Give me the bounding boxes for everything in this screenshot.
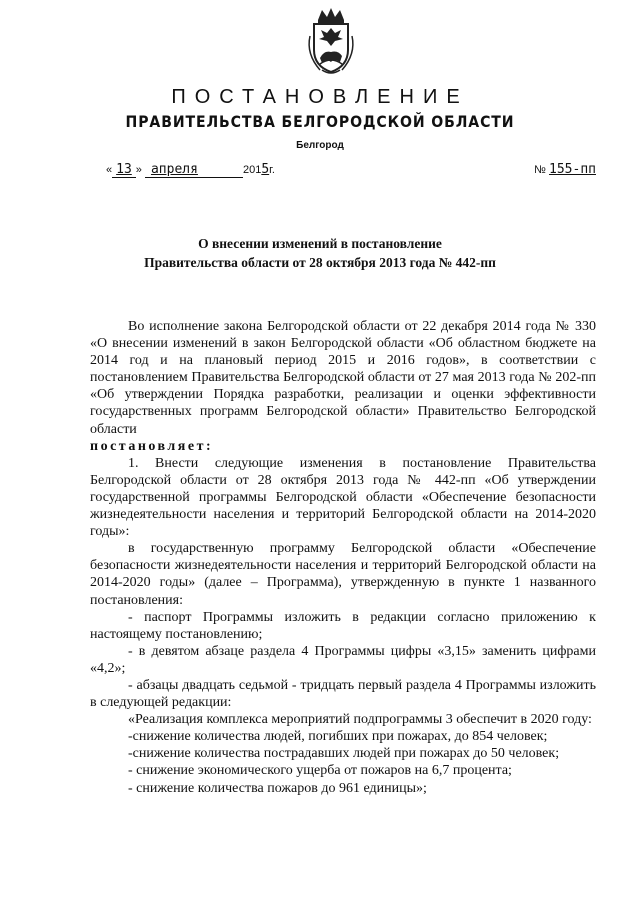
number-value: 155-пп [549,162,596,177]
body-paragraph-2: 1. Внести следующие изменения в постановление Правительства Белгородской области от 28 октября 2013 года № 442-пп «Об утверждении государственной программы Белгородской области «Обеспечение безопасности жизнедеятельности населения и территорий Белгородской области на 2014-2020 годы»: [90,455,596,540]
number-label: № [534,164,546,176]
body-paragraph-11: - снижение количества пожаров до 961 единицы»; [128,780,427,796]
issuer-heading: ПРАВИТЕЛЬСТВА БЕЛГОРОДСКОЙ ОБЛАСТИ [125,112,515,131]
date-month: апреля [145,162,243,178]
body-paragraph-5: - в девятом абзаце раздела 4 Программы цифры «3,15» заменить цифрами «4,2»; [90,643,596,676]
body-paragraph-3: в государственную программу Белгородской области «Обеспечение безопасности жизнедеятельности населения и территорий Белгородской области на 2014-2020 годы» (далее – Программа), утвержденную в пункте 1 названного постановления: [90,541,596,608]
title-line-2: Правительства области от 28 октября 2013 года № 442-пп [144,255,496,270]
document-title [0,234,640,272]
body-paragraph-8: -снижение количества людей, погибших при пожарах, до 854 человек; [128,729,548,745]
body-paragraph-10: - снижение экономического ущерба от пожаров на 6,7 процента; [128,763,512,779]
belgorod-coat-of-arms-icon [300,6,362,78]
date-year-prefix: 201 [242,164,262,176]
city-label: Белгород [296,140,344,151]
doc-type-heading: ПОСТАНОВЛЕНИЕ [171,86,469,108]
document-date: « 13 » апреля 2015г. [106,162,275,177]
date-day: 13 [112,162,136,178]
body-paragraph-4: - паспорт Программы изложить в редакции согласно приложению к настоящему постановлению; [90,609,596,642]
date-year-digit: 5 [261,162,270,177]
body-paragraph-6: - абзацы двадцать седьмой - тридцать первый раздела 4 Программы изложить в следующей редакции: [90,677,596,711]
body-paragraph-7: «Реализация комплекса мероприятий подпрограммы 3 обеспечит в 2020 году: [128,712,592,728]
body-paragraph-9: -снижение количества пострадавших людей при пожарах до 50 человек; [128,746,560,762]
dateline [106,162,596,180]
body-resolves: постановляет: [90,438,214,454]
document-number [534,162,596,177]
title-line-1: О внесении изменений в постановление [198,236,442,251]
body-paragraph-1: Во исполнение закона Белгородской области от 22 декабря 2014 года № 330 «О внесении изменений в закон Белгородской области «Об областном бюджете на 2014 год и на плановый период 2015 и 2016 годов», в соответствии с постановлением Правительства Белгородской области от 27 мая 2013 года № 202-пп «Об утверждении Порядка разработки, реализации и оценки эффективности государственных программ Белгородской области» Правительство Белгородской области [90,319,596,437]
document-body [90,318,596,797]
